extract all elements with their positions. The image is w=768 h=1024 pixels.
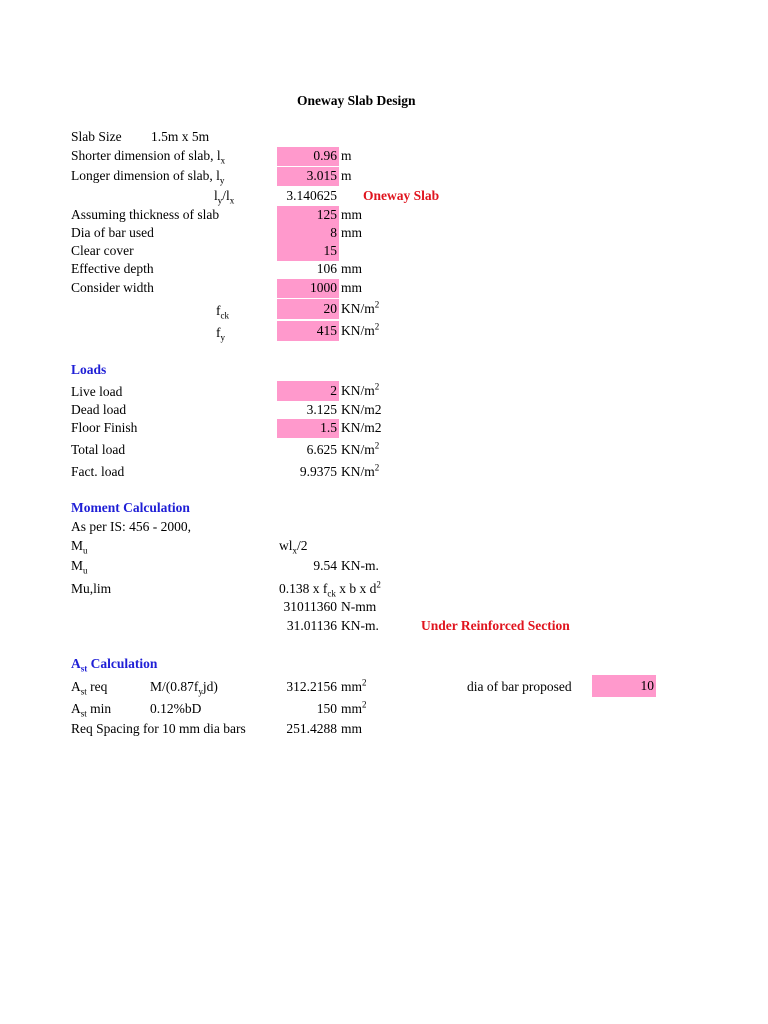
mulim-nmm-unit: N-mm (341, 599, 377, 614)
spacing-value: 251.4288 (286, 721, 337, 736)
dead-load-unit: KN/m2 (341, 402, 382, 417)
depth-unit: mm (341, 261, 363, 276)
bar-dia-value: 8 (330, 225, 337, 240)
bar-proposed-label: dia of bar proposed (467, 679, 572, 694)
page-title: Oneway Slab Design (297, 93, 416, 108)
fck-label: $f_{ck}$ (216, 303, 229, 321)
fact-load-value: 9.9375 (299, 464, 337, 479)
moment-heading: Moment Calculation (71, 500, 190, 515)
ratio-label: $l_y/l_x$ (214, 188, 235, 206)
bar-dia-label: Dia of bar used (71, 225, 154, 240)
width-label: Consider width (71, 280, 154, 295)
spacing-unit: mm (341, 721, 363, 736)
ly-label: Longer dimension of slab, $l_y$ (71, 168, 225, 186)
depth-value: 106 (316, 261, 337, 276)
ratio-value: 3.140625 (286, 188, 337, 203)
lx-unit: m (341, 148, 352, 163)
total-load-label: Total load (71, 442, 126, 457)
fact-load-label: Fact. load (71, 464, 125, 479)
ly-value: 3.015 (306, 168, 337, 183)
code-reference: As per IS: 456 - 2000, (71, 519, 191, 534)
spacing-label: Req Spacing for 10 mm dia bars (71, 721, 246, 736)
fact-load-unit: $KN/m^2$ (341, 462, 380, 479)
depth-label: Effective depth (71, 261, 154, 276)
mu-formula: $wl_x/2$ (279, 538, 308, 556)
ast-heading: $A_{st}$ Calculation (71, 656, 158, 674)
mulim-label: Mu,lim (71, 581, 112, 596)
total-load-value: 6.625 (306, 442, 337, 457)
bar-dia-unit: mm (341, 225, 363, 240)
ast-min-label: $A_{st}$ min (71, 701, 112, 719)
bar-proposed-value: 10 (640, 678, 654, 693)
mulim-knm-value: 31.01136 (286, 618, 337, 633)
floor-finish-value: 1.5 (320, 420, 337, 435)
mu-label: $M_u$ (71, 538, 88, 556)
mulim-formula: 0.138 x $f_{ck}$ x b x $d^2$ (279, 579, 381, 599)
ast-min-value: 150 (316, 701, 337, 716)
ast-req-value: 312.2156 (286, 679, 337, 694)
width-unit: mm (341, 280, 363, 295)
lx-label: Shorter dimension of slab, $l_x$ (71, 148, 226, 166)
cover-value: 15 (323, 243, 337, 258)
ast-req-unit: $mm^2$ (341, 677, 367, 694)
thickness-label: Assuming thickness of slab (71, 207, 220, 222)
ast-min-unit: $mm^2$ (341, 699, 367, 716)
ast-min-formula: 0.12%bD (150, 701, 202, 716)
mu-value: 9.54 (313, 558, 337, 573)
slab-size-label: Slab Size (71, 129, 122, 144)
thickness-value: 125 (316, 207, 337, 222)
fy-label: $f_y$ (216, 325, 225, 343)
mulim-nmm-value: 31011360 (283, 599, 337, 614)
mu-unit: KN-m. (341, 558, 379, 573)
fck-unit: $KN/m^2$ (341, 299, 380, 316)
mulim-knm-unit: KN-m. (341, 618, 379, 633)
ast-req-formula: $M/(0.87f_yjd)$ (150, 679, 218, 697)
fck-value: 20 (323, 301, 337, 316)
thickness-unit: mm (341, 207, 363, 222)
live-load-value: 2 (330, 383, 337, 398)
ly-unit: m (341, 168, 352, 183)
total-load-unit: $KN/m^2$ (341, 440, 380, 457)
fy-unit: $KN/m^2$ (341, 321, 380, 338)
live-load-label: Live load (71, 384, 123, 399)
width-value: 1000 (310, 280, 337, 295)
mu-value-label: $M_u$ (71, 558, 88, 576)
fy-value: 415 (316, 323, 337, 338)
floor-finish-label: Floor Finish (71, 420, 138, 435)
floor-finish-unit: KN/m2 (341, 420, 382, 435)
lx-value: 0.96 (313, 148, 337, 163)
dead-load-value: 3.125 (306, 402, 337, 417)
cover-label: Clear cover (71, 243, 134, 258)
loads-heading: Loads (71, 362, 107, 377)
section-result: Under Reinforced Section (421, 618, 570, 633)
live-load-unit: $KN/m^2$ (341, 381, 380, 398)
slab-type-result: Oneway Slab (363, 188, 440, 203)
slab-size-value: 1.5m x 5m (151, 129, 210, 144)
ast-req-label: $A_{st}$ req (71, 679, 108, 697)
dead-load-label: Dead load (71, 402, 127, 417)
